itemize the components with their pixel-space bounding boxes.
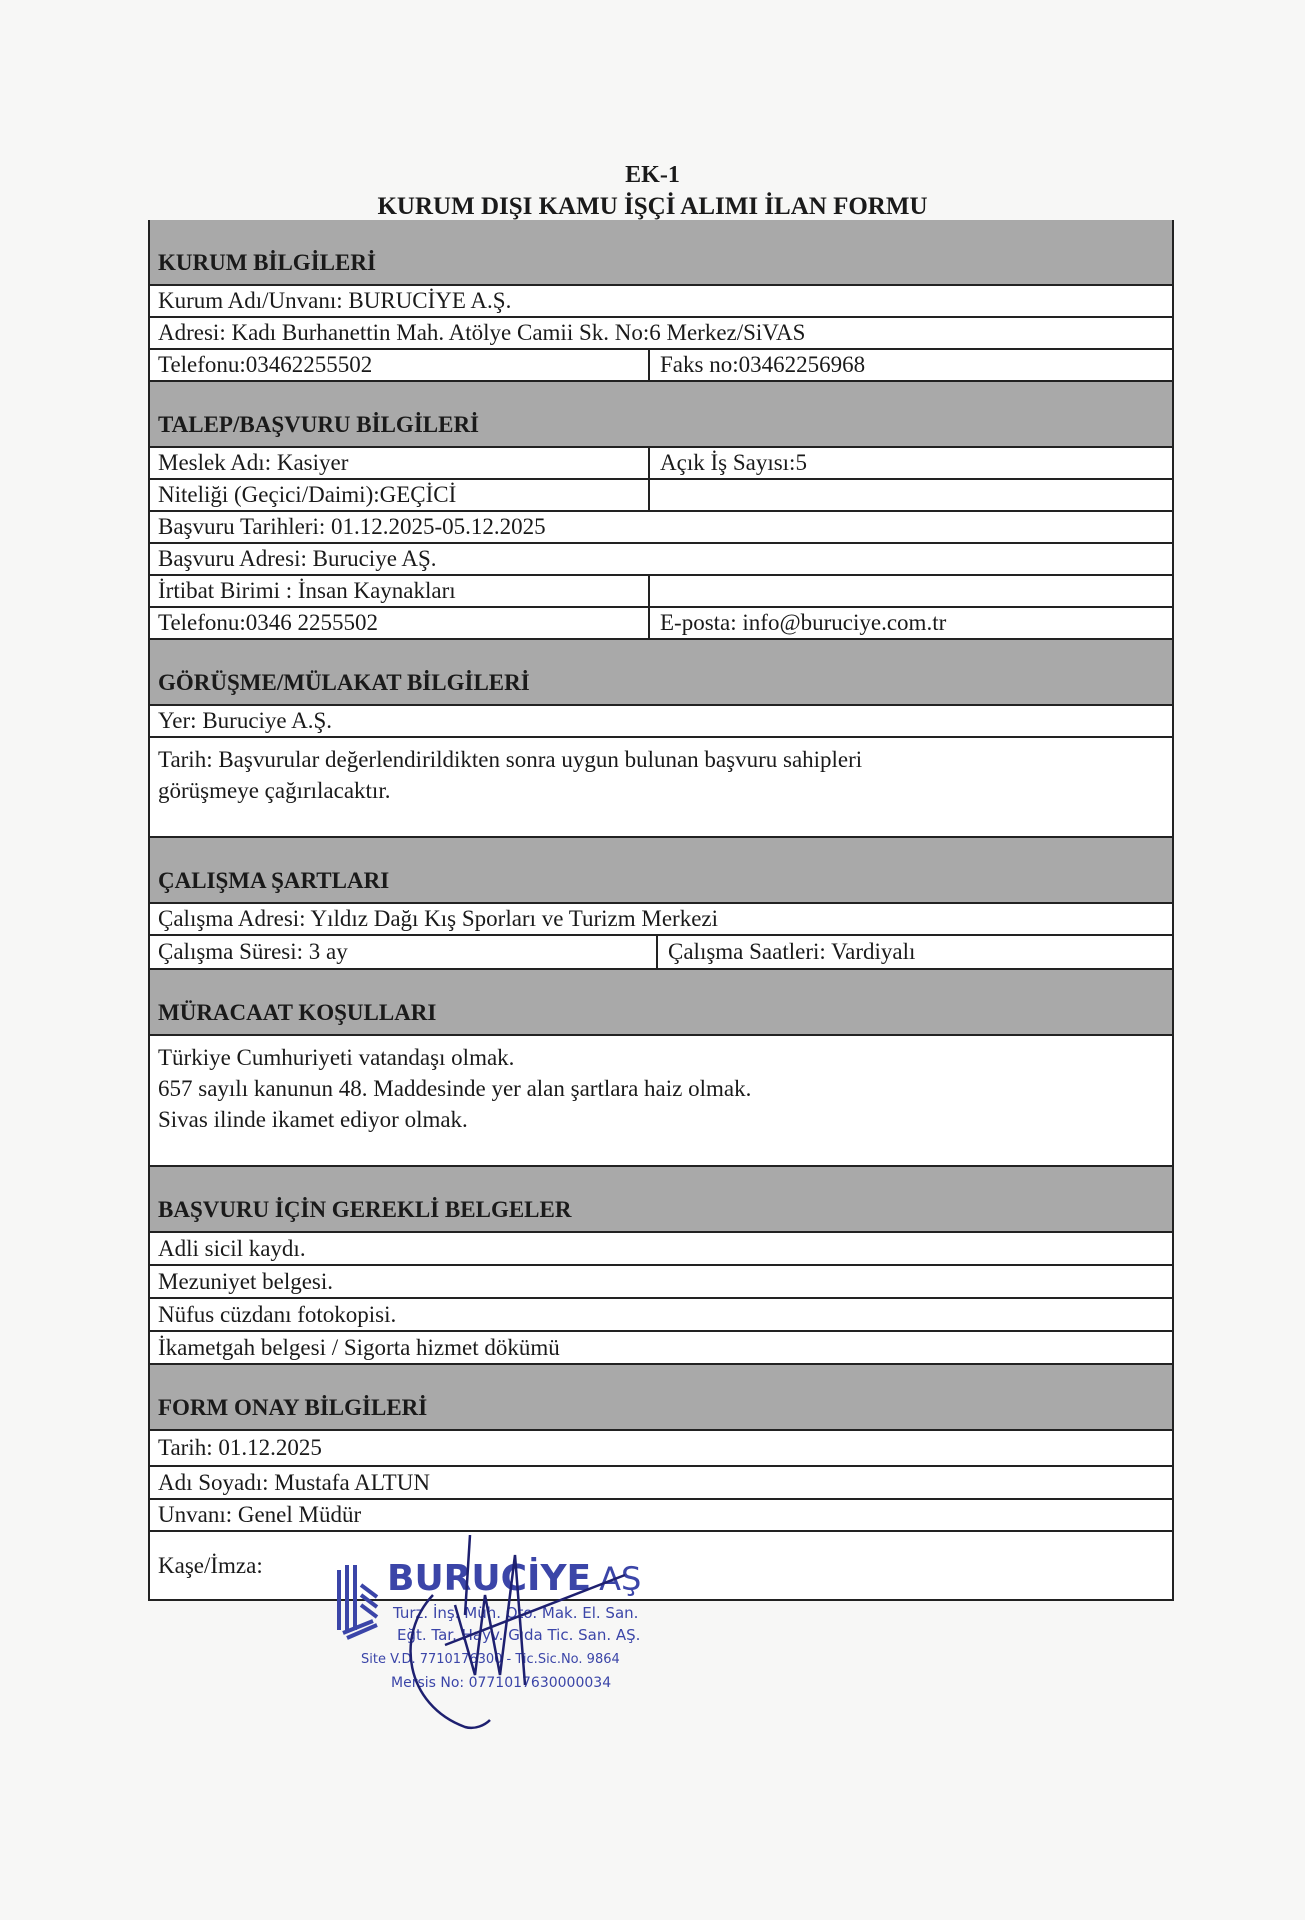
interview-place: Yer: Buruciye A.Ş. [150, 706, 1172, 738]
form-title: KURUM DIŞI KAMU İŞÇİ ALIMI İLAN FORMU [377, 193, 928, 220]
interview-date-line1: Tarih: Başvurular değerlendirildikten sonra uygun bulunan başvuru sahipleri [158, 747, 863, 772]
openings: Açık İş Sayısı:5 [660, 450, 807, 475]
interview-date [150, 738, 1172, 838]
stamp-line1: Turz. İnş. Müh. Oto. Mak. El. San. [393, 1604, 639, 1622]
nature-row [150, 480, 1172, 512]
stamp-line3: Site V.D. 7710176300 - Tic.Sic.No. 9864 [361, 1652, 620, 1667]
section-header-muracaat: MÜRACAAT KOŞULLARI [150, 970, 1172, 1036]
job-row [150, 448, 1172, 480]
kurum-fax: Faks no:03462256968 [660, 352, 866, 377]
annex-label: EK-1 [625, 162, 680, 188]
talep-contact-row [150, 608, 1172, 640]
stamp-logo-icon [339, 1565, 377, 1638]
document-item: Adli sicil kaydı. [150, 1233, 1172, 1266]
approver-title: Unvanı: Genel Müdür [150, 1500, 1172, 1532]
seal-label: Kaşe/İmza: [158, 1552, 263, 1578]
work-duration: Çalışma Süresi: 3 ay [158, 936, 658, 968]
work-address: Çalışma Adresi: Yıldız Dağı Kış Sporları ve Turizm Merkezi [150, 904, 1172, 936]
condition-item: Sivas ilinde ikamet ediyor olmak. [158, 1107, 468, 1132]
stamp-line4: Mersis No: 0771017630000034 [391, 1675, 612, 1691]
stamp-suffix: AŞ [599, 1560, 642, 1598]
document-item: Mezuniyet belgesi. [150, 1266, 1172, 1299]
form-table [148, 220, 1174, 1601]
kurum-contact-row [150, 350, 1172, 382]
kurum-phone: Telefonu:03462255502 [158, 350, 650, 380]
stamp-line2: Eğt. Tar. Hayv. Gıda Tic. San. AŞ. [397, 1626, 641, 1644]
application-address: Başvuru Adresi: Buruciye AŞ. [150, 544, 1172, 576]
conditions-list [150, 1036, 1172, 1167]
section-header-onay: FORM ONAY BİLGİLERİ [150, 1365, 1172, 1431]
section-header-kurum: KURUM BİLGİLERİ [150, 220, 1172, 286]
document-item: Nüfus cüzdanı fotokopisi. [150, 1299, 1172, 1332]
document-item: İkametgah belgesi / Sigorta hizmet dökümü [150, 1332, 1172, 1365]
section-header-calisma: ÇALIŞMA ŞARTLARI [150, 838, 1172, 904]
section-header-gorusme: GÖRÜŞME/MÜLAKAT BİLGİLERİ [150, 640, 1172, 706]
condition-item: Türkiye Cumhuriyeti vatandaşı olmak. [158, 1045, 515, 1070]
interview-date-line2: görüşmeye çağırılacaktır. [158, 778, 391, 803]
stamp-brand: BURUCİYE [387, 1558, 592, 1599]
application-dates: Başvuru Tarihleri: 01.12.2025-05.12.2025 [150, 512, 1172, 544]
job-name: Meslek Adı: Kasiyer [158, 448, 650, 478]
talep-email: E-posta: info@buruciye.com.tr [660, 610, 947, 635]
approval-date: Tarih: 01.12.2025 [150, 1431, 1172, 1467]
kurum-name: Kurum Adı/Unvanı: BURUCİYE A.Ş. [150, 286, 1172, 318]
work-terms-row [150, 936, 1172, 970]
job-nature: Niteliği (Geçici/Daimi):GEÇİCİ [158, 480, 650, 510]
contact-unit: İrtibat Birimi : İnsan Kaynakları [158, 576, 650, 606]
approver-name: Adı Soyadı: Mustafa ALTUN [150, 1467, 1172, 1500]
condition-item: 657 sayılı kanunun 48. Maddesinde yer alan şartlara haiz olmak. [158, 1076, 752, 1101]
kurum-address: Adresi: Kadı Burhanettin Mah. Atölye Camii Sk. No:6 Merkez/SiVAS [150, 318, 1172, 350]
section-header-talep: TALEP/BAŞVURU BİLGİLERİ [150, 382, 1172, 448]
talep-phone: Telefonu:0346 2255502 [158, 608, 650, 638]
company-stamp [325, 1535, 745, 1735]
section-header-belgeler: BAŞVURU İÇİN GEREKLİ BELGELER [150, 1167, 1172, 1233]
unit-row [150, 576, 1172, 608]
work-hours: Çalışma Saatleri: Vardiyalı [668, 939, 916, 964]
